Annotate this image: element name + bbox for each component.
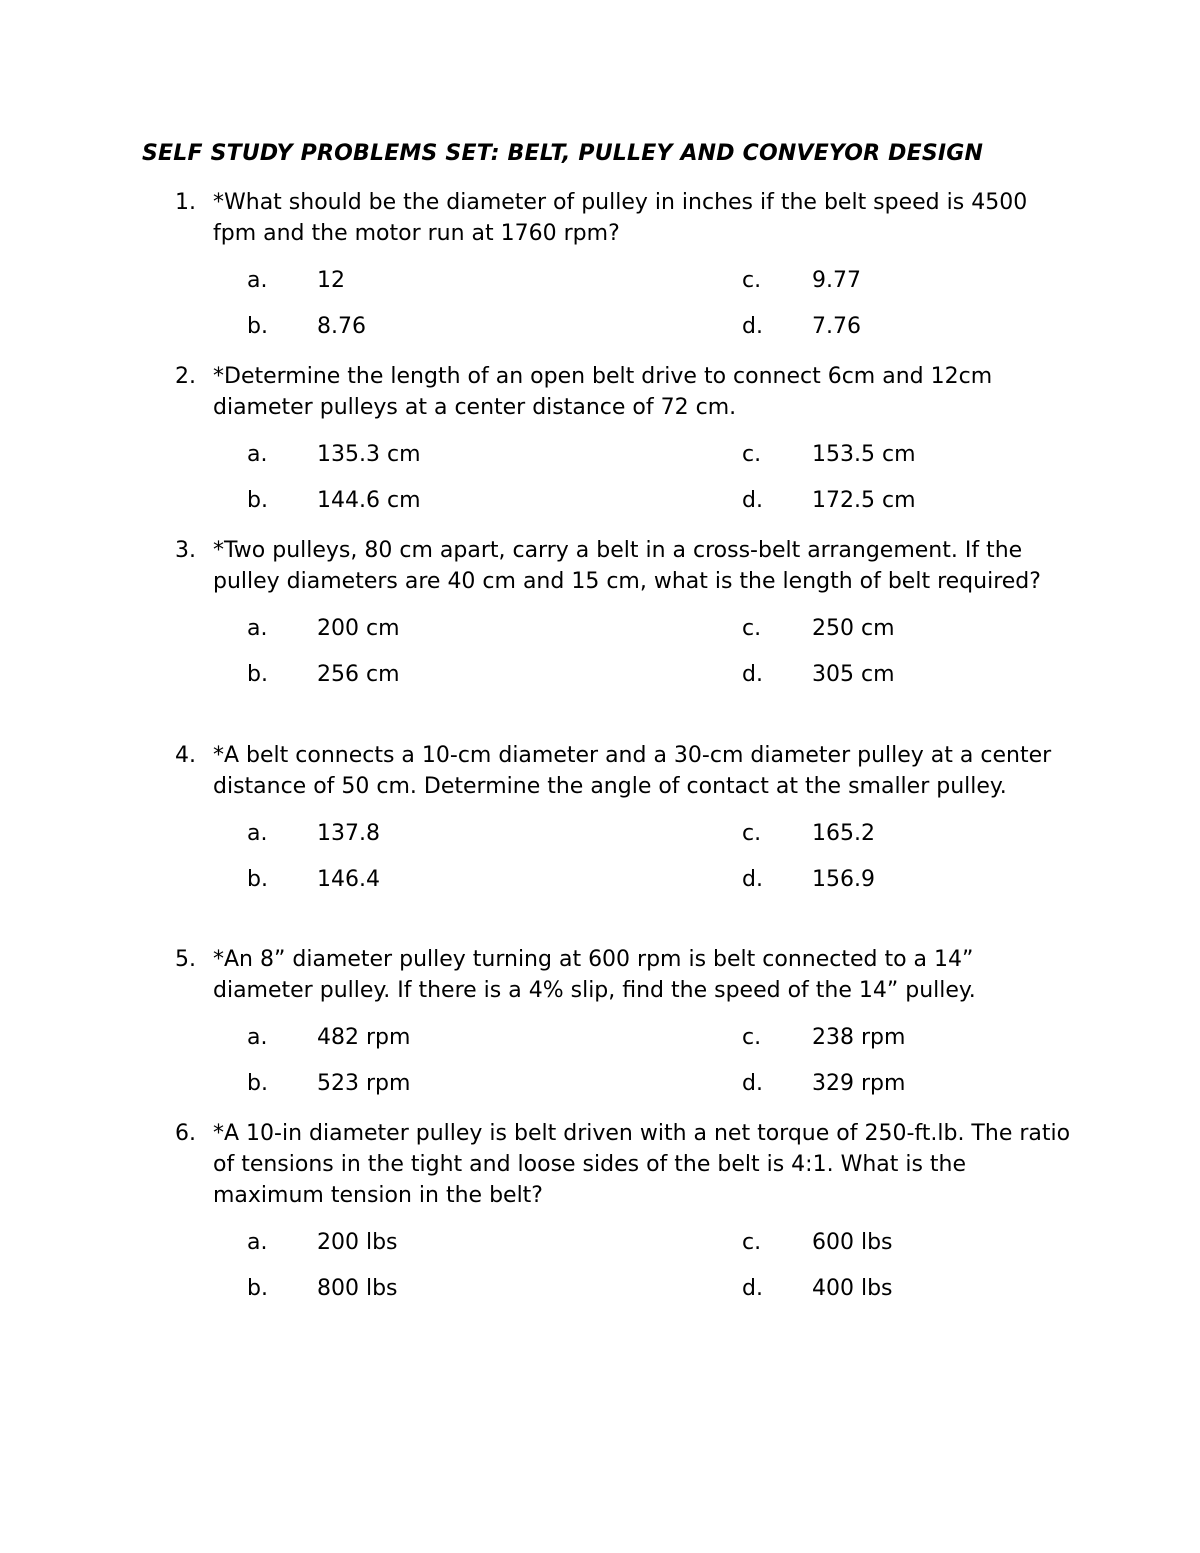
- question-text: *Determine the length of an open belt drive to connect 6cm and 12cm diameter pulleys at a center distance of 72 cm.: [213, 364, 993, 420]
- choice-c: [742, 1023, 905, 1053]
- choice-a: [247, 266, 345, 296]
- choice-letter: a.: [247, 268, 268, 293]
- choice-b: [247, 312, 366, 342]
- choice-letter: b.: [247, 1276, 268, 1301]
- choice-value: 135.3 cm: [317, 442, 421, 467]
- choice-letter: b.: [247, 314, 268, 339]
- question-text: *An 8” diameter pulley turning at 600 rpm is belt connected to a 14” diameter pulley. If there is a 4% slip, find the speed of the 14” pulley.: [213, 947, 976, 1003]
- question-4: [175, 740, 1075, 912]
- choice-d: [742, 312, 861, 342]
- choice-value: 238 rpm: [812, 1025, 906, 1050]
- choice-letter: c.: [742, 1025, 762, 1050]
- choice-value: 8.76: [317, 314, 366, 339]
- question-number: 3.: [175, 538, 196, 563]
- choice-c: [742, 614, 895, 644]
- choice-c: [742, 266, 861, 296]
- choice-value: 523 rpm: [317, 1071, 411, 1096]
- choice-letter: b.: [247, 662, 268, 687]
- choice-letter: a.: [247, 442, 268, 467]
- choice-d: [742, 660, 895, 690]
- choice-letter: b.: [247, 488, 268, 513]
- choice-b: [247, 660, 400, 690]
- choice-a: [247, 1023, 410, 1053]
- choice-value: 256 cm: [317, 662, 400, 687]
- choice-a: [247, 1228, 398, 1258]
- choice-c: [742, 440, 916, 470]
- choice-value: 250 cm: [812, 616, 895, 641]
- choice-letter: c.: [742, 616, 762, 641]
- question-number: 5.: [175, 947, 196, 972]
- choice-value: 800 lbs: [317, 1276, 398, 1301]
- question-6: [175, 1118, 1075, 1321]
- question-5: [175, 944, 1075, 1116]
- choice-b: [247, 1069, 410, 1099]
- question-number: 4.: [175, 743, 196, 768]
- choice-b: [247, 865, 380, 895]
- choice-value: 12: [317, 268, 345, 293]
- choice-letter: d.: [742, 488, 763, 513]
- choice-value: 146.4: [317, 867, 380, 892]
- choice-letter: c.: [742, 442, 762, 467]
- answer-choices: [247, 1228, 1075, 1321]
- choice-letter: a.: [247, 616, 268, 641]
- answer-choices: [247, 614, 1075, 707]
- question-2: [175, 361, 1075, 533]
- choice-d: [742, 1069, 905, 1099]
- choice-letter: b.: [247, 1071, 268, 1096]
- choice-value: 329 rpm: [812, 1071, 906, 1096]
- choice-a: [247, 614, 400, 644]
- question-text: *What should be the diameter of pulley in inches if the belt speed is 4500 fpm and the motor run at 1760 rpm?: [213, 190, 1028, 246]
- choice-b: [247, 486, 421, 516]
- question-text: *A belt connects a 10-cm diameter and a 30-cm diameter pulley at a center distance of 50 cm. Determine the angle of contact at the smaller pulley.: [213, 743, 1052, 799]
- question-number: 1.: [175, 190, 196, 215]
- choice-d: [742, 486, 916, 516]
- choice-value: 9.77: [812, 268, 861, 293]
- choice-letter: d.: [742, 1071, 763, 1096]
- choice-value: 172.5 cm: [812, 488, 916, 513]
- answer-choices: [247, 1023, 1075, 1116]
- choice-c: [742, 819, 875, 849]
- choice-value: 156.9: [812, 867, 875, 892]
- page-title: SELF STUDY PROBLEMS SET: BELT, PULLEY AND CONVEYOR DESIGN: [142, 141, 984, 166]
- choice-value: 600 lbs: [812, 1230, 893, 1255]
- question-number: 2.: [175, 364, 196, 389]
- question-3: [175, 535, 1075, 707]
- answer-choices: [247, 266, 1075, 359]
- choice-c: [742, 1228, 893, 1258]
- answer-choices: [247, 440, 1075, 533]
- question-number: 6.: [175, 1121, 196, 1146]
- choice-letter: c.: [742, 1230, 762, 1255]
- choice-value: 200 cm: [317, 616, 400, 641]
- answer-choices: [247, 819, 1075, 912]
- choice-letter: d.: [742, 662, 763, 687]
- choice-letter: a.: [247, 1025, 268, 1050]
- choice-letter: c.: [742, 268, 762, 293]
- choice-value: 137.8: [317, 821, 380, 846]
- choice-value: 400 lbs: [812, 1276, 893, 1301]
- choice-letter: a.: [247, 821, 268, 846]
- question-text: *A 10-in diameter pulley is belt driven with a net torque of 250-ft.lb. The ratio of tensions in the tight and loose sides of the belt is 4:1. What is the maximum tension in the belt?: [213, 1121, 1071, 1208]
- question-text: *Two pulleys, 80 cm apart, carry a belt in a cross-belt arrangement. If the pulley diameters are 40 cm and 15 cm, what is the length of belt required?: [213, 538, 1041, 594]
- choice-a: [247, 440, 421, 470]
- choice-letter: b.: [247, 867, 268, 892]
- choice-b: [247, 1274, 398, 1304]
- choice-letter: d.: [742, 314, 763, 339]
- choice-value: 165.2: [812, 821, 875, 846]
- question-1: [175, 187, 1075, 359]
- choice-letter: d.: [742, 1276, 763, 1301]
- choice-letter: d.: [742, 867, 763, 892]
- choice-value: 482 rpm: [317, 1025, 411, 1050]
- choice-value: 144.6 cm: [317, 488, 421, 513]
- choice-value: 305 cm: [812, 662, 895, 687]
- choice-letter: c.: [742, 821, 762, 846]
- choice-a: [247, 819, 380, 849]
- choice-value: 7.76: [812, 314, 861, 339]
- choice-value: 200 lbs: [317, 1230, 398, 1255]
- choice-letter: a.: [247, 1230, 268, 1255]
- choice-value: 153.5 cm: [812, 442, 916, 467]
- choice-d: [742, 865, 875, 895]
- choice-d: [742, 1274, 893, 1304]
